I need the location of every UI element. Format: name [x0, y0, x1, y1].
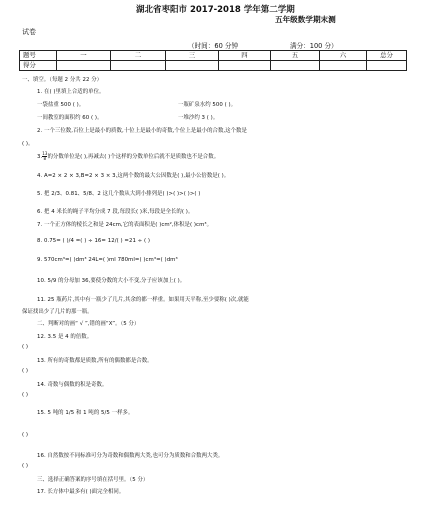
- question-8: 8. 0.75= ( )/4 =( ) ÷ 16= 12/( ) =21 ÷ ( ): [37, 238, 151, 244]
- question-2-blank[interactable]: ( )。: [22, 141, 34, 147]
- score-cell: 四: [219, 51, 271, 61]
- exam-title: 湖北省枣阳市 2017-2018 学年第二学期: [136, 5, 295, 15]
- score-cell: 题号: [20, 51, 57, 61]
- fraction-denominator: 8: [43, 156, 47, 161]
- score-cell: 三: [166, 51, 219, 61]
- question-15: 15. 5 吨的 1/5 和 1 吨的 5/5 一样多。: [37, 410, 134, 416]
- section-1-heading: 一、填空。（每题 2 分共 22 分）: [22, 77, 103, 83]
- score-input-cell[interactable]: [271, 61, 320, 71]
- answer-blank-14[interactable]: ( ): [22, 392, 29, 398]
- question-3-text: 的分数单位是( ),再减去( )个这样的分数单位后就不是质数也不是合数。: [47, 154, 220, 160]
- question-1a: 一袋盐重 500 ( )。: [37, 102, 85, 108]
- question-1b: 一瓶矿泉水约 500 ( )。: [178, 102, 237, 108]
- score-table: [19, 50, 407, 71]
- score-table-header-row: [20, 51, 407, 61]
- question-7: 7. 一个正方体的棱长之和是 24cm,它的表面积是( )cm²,体积是( )cm³。: [37, 222, 213, 228]
- answer-blank-13[interactable]: ( ): [22, 368, 29, 374]
- full-score: 满分：100 分）: [290, 42, 338, 50]
- exam-subtitle: 五年级数学期末测: [275, 15, 336, 24]
- question-11: 11. 25 瓶药片,其中有一瓶少了几片,其余的都一样重。如果用天平称,至少要称( )次,就能: [37, 297, 249, 303]
- paper-label: 试卷: [22, 28, 36, 36]
- answer-blank-12[interactable]: ( ): [22, 344, 29, 350]
- score-cell: 六: [320, 51, 367, 61]
- score-input-cell[interactable]: [320, 61, 367, 71]
- question-13: 13. 所有的奇数都是质数,所有的偶数都是合数。: [37, 358, 153, 364]
- section-2-heading: 二、判断对的画“ √ ”,错的画“X”。（5 分）: [37, 321, 140, 327]
- question-9: 9. 570cm³=( )dm³ 24L=( )ml 780ml=( )cm³=( )dm³: [37, 257, 178, 263]
- time-limit: （时间：60 分钟: [188, 42, 239, 50]
- question-17: 17. 长方体中最多有( )面完全相同。: [37, 489, 125, 495]
- question-16: 16. 自然数按不同标准可分为奇数和偶数两大类,也可分为质数和合数两大类。: [37, 453, 224, 459]
- fraction-numerator: 13: [42, 151, 48, 156]
- question-14: 14. 奇数与偶数的积是奇数。: [37, 382, 108, 388]
- score-cell: 二: [111, 51, 166, 61]
- question-5: 5. 把 2/3、0.81、5/8、2 这几个数从大到小排列是( )>( )>( )>( ): [37, 191, 201, 197]
- question-1d: 一堆沙约 3 ( )。: [178, 115, 219, 121]
- question-3-number: 3.: [37, 154, 43, 160]
- section-3-heading: 三、选择正确答案的序号填在括号里。（5 分）: [37, 477, 149, 483]
- score-cell: 总分: [367, 51, 407, 61]
- question-12: 12. 3.5 是 4 的倍数。: [37, 334, 93, 340]
- question-10: 10. 5/9 的分母加 36,要使分数的大小不变,分子应该加上( )。: [37, 278, 186, 284]
- answer-blank-15[interactable]: ( ): [22, 432, 29, 438]
- answer-blank-16[interactable]: ( ): [22, 463, 29, 469]
- score-input-cell[interactable]: [166, 61, 219, 71]
- question-1: 1. 在( )里填上合适的单位。: [37, 89, 105, 95]
- score-table-score-row: [20, 61, 407, 71]
- question-6: 6. 把 4 米长的绳子平均分成 7 段,每段长( )米,每段是全长的( )。: [37, 209, 194, 215]
- score-cell: 得分: [20, 61, 57, 71]
- score-input-cell[interactable]: [111, 61, 166, 71]
- score-cell: 五: [271, 51, 320, 61]
- question-1c: 一间教室的面积约 60 ( )。: [37, 115, 103, 121]
- score-cell: 一: [57, 51, 111, 61]
- question-4: 4. A=2 × 2 × 3,B=2 × 3 × 3,这两个数的最大公因数是( ),最小公倍数是( )。: [37, 173, 230, 179]
- score-input-cell[interactable]: [367, 61, 407, 71]
- score-input-cell[interactable]: [57, 61, 111, 71]
- question-11-cont: 保证找出少了几片的那一瓶。: [22, 309, 93, 315]
- question-3: [37, 152, 219, 161]
- question-2: 2. 一个三位数,百位上是最小的质数,十位上是最小的奇数,个位上是最小的合数,这个数是: [37, 128, 247, 134]
- score-input-cell[interactable]: [219, 61, 271, 71]
